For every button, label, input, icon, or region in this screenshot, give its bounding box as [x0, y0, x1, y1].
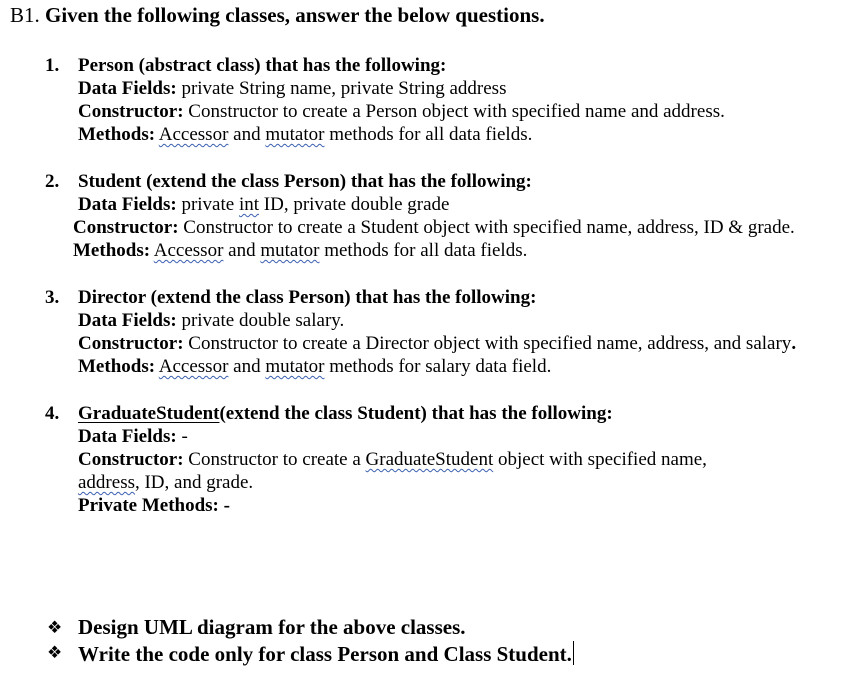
item-4-ctor-label: Constructor:	[78, 449, 184, 470]
item-4-private-methods	[78, 494, 230, 517]
item-3-fields	[78, 309, 344, 332]
item-1-methods-word1: Accessor	[158, 124, 229, 145]
item-2-methods	[73, 239, 527, 262]
item-3-ctor-label: Constructor:	[78, 333, 184, 354]
item-3-constructor	[78, 332, 796, 355]
item-2-fields-label: Data Fields:	[78, 194, 177, 215]
item-2-heading: Student (extend the class Person) that has the following:	[78, 171, 532, 192]
item-1-methods-and: and	[228, 124, 266, 145]
task-1-text: Design UML diagram for the above classes.	[78, 615, 466, 639]
item-4-ctor-post: object with specified name,	[493, 449, 707, 470]
item-2-ctor-label: Constructor:	[73, 217, 179, 238]
item-4-constructor-line2	[78, 471, 253, 494]
item-3-methods-and: and	[228, 356, 266, 377]
item-4-ctor-pre: Constructor to create a	[183, 449, 366, 470]
item-1-ctor-value: Constructor to create a Person object with specified name and address.	[183, 101, 725, 122]
item-1-heading: Person (abstract class) that has the following:	[78, 55, 447, 76]
task-2-text: Write the code only for class Person and Class Student.	[78, 642, 572, 666]
item-2-methods-word2: mutator	[260, 240, 320, 261]
item-4-constructor	[78, 448, 707, 471]
task-2	[78, 641, 574, 666]
item-2-ctor-value: Constructor to create a Student object with specified name, address, ID & grade.	[178, 217, 795, 238]
task-2-bullet-icon: ❖	[47, 643, 63, 662]
item-3-methods	[78, 355, 551, 378]
item-1-methods-word2: mutator	[265, 124, 325, 145]
item-4-fields-label: Data Fields:	[78, 426, 177, 447]
item-3-heading: Director (extend the class Person) that has the following:	[78, 287, 537, 308]
item-4-ctor-name: GraduateStudent	[365, 449, 494, 470]
item-1-methods-label: Methods:	[78, 124, 156, 145]
item-4-private-label: Private Methods:	[78, 495, 219, 516]
task-1-bullet-icon: ❖	[47, 618, 63, 637]
item-1-number: 1.	[45, 55, 60, 76]
item-2-fields-int: int	[238, 194, 260, 215]
item-4-heading-name: GraduateStudent	[78, 403, 220, 424]
item-3-ctor-period: .	[791, 333, 797, 354]
item-2-fields	[78, 193, 449, 216]
item-3-fields-label: Data Fields:	[78, 310, 177, 331]
item-3-methods-rest: methods for salary data field.	[324, 356, 552, 377]
item-3-ctor-value: Constructor to create a Director object with specified name, address, and salary	[183, 333, 792, 354]
item-1-methods-rest: methods for all data fields.	[324, 124, 533, 145]
item-4-heading-rest: (extend the class Student) that has the following:	[219, 403, 613, 424]
item-1-fields-value: private String name, private String address	[176, 78, 507, 99]
item-1-constructor	[78, 100, 725, 123]
title-text: Given the following classes, answer the below questions.	[45, 3, 545, 27]
item-2-fields-pre: private	[176, 194, 239, 215]
item-1-fields	[78, 77, 506, 100]
item-4-number: 4.	[45, 403, 60, 424]
item-4-heading	[78, 402, 613, 425]
item-2-number: 2.	[45, 171, 60, 192]
page-title	[10, 4, 545, 27]
item-4-fields	[78, 425, 188, 448]
text-cursor	[573, 641, 574, 665]
item-4-fields-value: -	[176, 426, 188, 447]
item-1-ctor-label: Constructor:	[78, 101, 184, 122]
item-3-methods-word2: mutator	[265, 356, 325, 377]
item-3-methods-word1: Accessor	[158, 356, 229, 377]
item-2-constructor	[73, 216, 795, 239]
item-4-ctor-line2-rest: , ID, and grade.	[134, 472, 254, 493]
item-2-methods-label: Methods:	[73, 240, 151, 261]
item-4-ctor-line2-word: address	[78, 472, 135, 493]
title-prefix: B1.	[10, 3, 46, 27]
item-2-methods-rest: methods for all data fields.	[319, 240, 528, 261]
item-3-methods-label: Methods:	[78, 356, 156, 377]
item-2-fields-post: ID, private double grade	[259, 194, 450, 215]
item-2-methods-word1: Accessor	[153, 240, 224, 261]
item-3-number: 3.	[45, 287, 60, 308]
item-2-methods-and: and	[223, 240, 261, 261]
item-1-methods	[78, 123, 532, 146]
item-4-private-value: -	[218, 495, 230, 516]
item-1-fields-label: Data Fields:	[78, 78, 177, 99]
item-3-fields-value: private double salary.	[176, 310, 345, 331]
